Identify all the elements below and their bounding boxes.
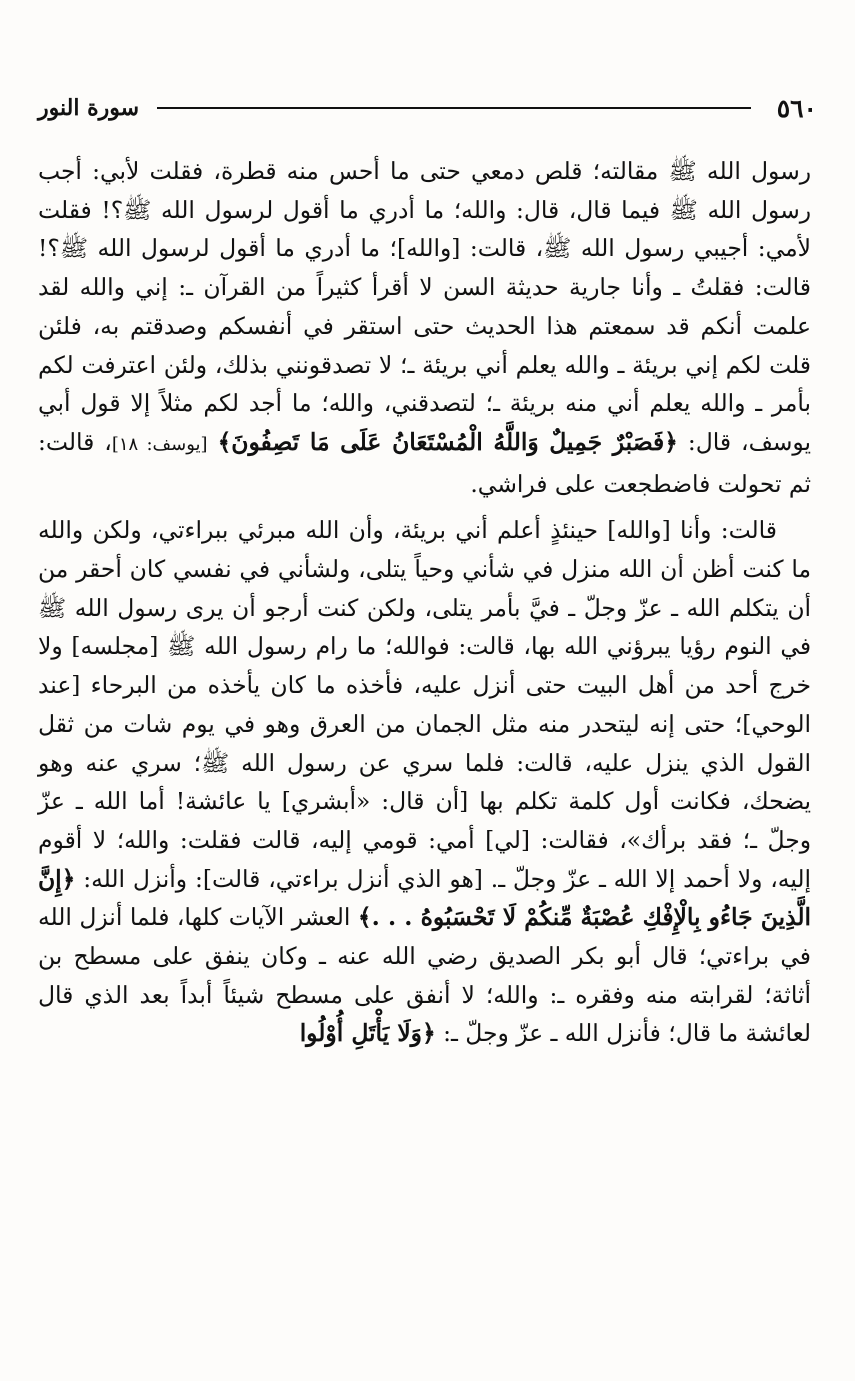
quran-verse-yusuf: ﴿فَصَبْرٌ جَمِيلٌ وَاللَّهُ الْمُسْتَعَانُ عَلَى مَا تَصِفُونَ﴾ <box>217 427 678 456</box>
paragraph-1-text-end: ، قالت: ثم تحولت فاضطجعت على فراشي. <box>38 427 811 498</box>
header-rule <box>157 107 751 109</box>
surah-title: سورة النور <box>38 95 140 121</box>
paragraph-2-text: قالت: وأنا [والله] حينئذٍ أعلم أني بريئة، وأن الله مبرئي ببراءتي، ولكن والله ما كنت أظن أن الله منزل في شأني وحياً يتلى، ولشأني في نفسي كان أحقر من أن يتكلم الله ـ عزّ وجلّ ـ فيَّ بأمر يتلى، ولكن كنت أرجو أن يرى رسول الله ﷺ في النوم رؤيا يبرؤني الله بها، قالت: فوالله؛ ما رام رسول الله ﷺ [مجلسه] ولا خرج أحد من أهل البيت حتى أنزل عليه، فأخذه ما كان يأخذه من البرحاء [عند الوحي]؛ حتى إنه ليتحدر منه مثل الجمان من العرق وهو في يوم شات من ثقل القول الذي ينزل عليه، قالت: فلما سري عن رسول الله ﷺ؛ سري عنه وهو يضحك، فكانت أول كلمة تكلم بها [أن قال: «أبشري] يا عائشة! أما الله ـ عزّ وجلّ ـ؛ فقد برأك»، فقالت: [لي] أمي: قومي إليه، قالت فقلت: والله؛ لا أقوم إليه، ولا أحمد إلا الله ـ عزّ وجلّ ـ. [هو الذي أنزل براءتي، قالت]: وأنزل الله: <box>38 516 811 893</box>
page-header <box>38 88 817 128</box>
page-body <box>38 152 811 1053</box>
verse-reference: [يوسف: ١٨] <box>111 433 208 455</box>
quran-verse-wala-yatal: ﴿وَلَا يَأْتَلِ أُوْلُوا <box>299 1019 436 1048</box>
page-number: ٥٦٠ <box>776 93 817 123</box>
paragraph-1 <box>38 152 811 503</box>
paragraph-2 <box>38 511 811 1053</box>
paragraph-2-text-cont: العشر الآيات كلها، فلما أنزل الله في براءتي؛ قال أبو بكر الصديق رضي الله عنه ـ وكان ينفق على مسطح بن أثاثة؛ لقرابته منه وفقره ـ: والله؛ لا أنفق على مسطح شيئاً أبداً بعد الذي قال لعائشة ما قال؛ فأنزل الله ـ عزّ وجلّ ـ: <box>38 903 811 1048</box>
quran-verse-ifk: ﴿إِنَّ الَّذِينَ جَاءُو بِالْإِفْكِ عُصْبَةٌ مِّنكُمْ لَا تَحْسَبُوهُ . . .﴾ <box>38 864 811 932</box>
paragraph-1-text: رسول الله ﷺ مقالته؛ قلص دمعي حتى ما أحس منه قطرة، فقلت لأبي: أجب رسول الله ﷺ فيما قال، قال: والله؛ ما أدري ما أقول لرسول الله ﷺ؟! فقلت لأمي: أجيبي رسول الله ﷺ، قالت: [والله]؛ ما أدري ما أقول لرسول الله ﷺ؟! قالت: فقلتُ ـ وأنا جارية حديثة السن لا أقرأ كثيراً من القرآن ـ: إني والله لقد علمت أنكم قد سمعتم هذا الحديث حتى استقر في أنفسكم وصدقتم به، فلئن قلت لكم إني بريئة ـ والله يعلم أني بريئة ـ؛ لا تصدقونني بذلك، ولئن اعترفت لكم بأمر ـ والله يعلم أني منه بريئة ـ؛ لتصدقني، والله؛ ما أجد لكم مثلاً إلا قول أبي يوسف، قال: <box>38 157 811 456</box>
